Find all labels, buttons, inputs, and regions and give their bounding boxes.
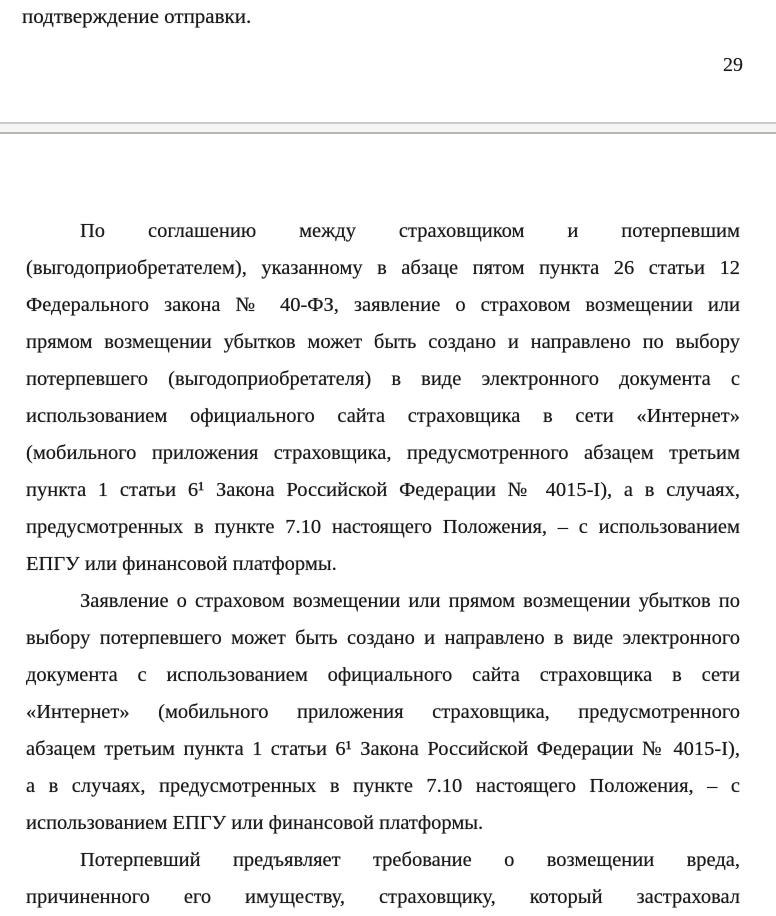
text-line: пункта 1 статьи 6¹ Закона Российской Федерации № 4015-I), а в случаях, [26, 479, 740, 501]
text-line: прямом возмещении убытков может быть создано и направлено по выбору [26, 331, 740, 353]
text-line: «Интернет» (мобильного приложения страховщика, предусмотренного [26, 701, 740, 723]
text-line: абзацем третьим пункта 1 статьи 6¹ Закона Российской Федерации № 4015-I), [26, 738, 740, 760]
text-line: ЕПГУ или финансовой платформы. [26, 553, 337, 575]
text-line: Потерпевший предъявляет требование о возмещении вреда, [80, 849, 740, 871]
text-block [26, 213, 740, 916]
text-line: Федерального закона № 40-ФЗ, заявление о страховом возмещении или [26, 294, 740, 316]
text-line: документа с использованием официального сайта страховщика в сети [26, 664, 740, 686]
paragraph [26, 213, 740, 583]
page-break-separator [0, 122, 776, 134]
text-line: использованием ЕПГУ или финансовой платформы. [26, 812, 484, 834]
text-line: (мобильного приложения страховщика, предусмотренного абзацем третьим [26, 442, 740, 464]
page-number: 29 [723, 54, 743, 76]
text-line: потерпевшего (выгодоприобретателя) в виде электронного документа с [26, 368, 740, 390]
text-line: использованием официального сайта страховщика в сети «Интернет» [26, 405, 740, 427]
text-line: выбору потерпевшего может быть создано и направлено в виде электронного [26, 627, 740, 649]
paragraph [26, 583, 740, 842]
paragraph [26, 842, 740, 916]
prev-page-last-line: подтверждение отправки. [22, 4, 252, 28]
text-line: По соглашению между страховщиком и потерпевшим [80, 220, 740, 242]
text-line: причиненного его имуществу, страховщику, который застраховал [26, 886, 740, 908]
text-line: а в случаях, предусмотренных в пункте 7.10 настоящего Положения, – с [26, 775, 740, 797]
text-line: предусмотренных в пункте 7.10 настоящего Положения, – с использованием [26, 516, 740, 538]
text-line: Заявление о страховом возмещении или прямом возмещении убытков по [80, 590, 740, 612]
text-line: (выгодоприобретателем), указанному в абзаце пятом пункта 26 статьи 12 [26, 257, 740, 279]
